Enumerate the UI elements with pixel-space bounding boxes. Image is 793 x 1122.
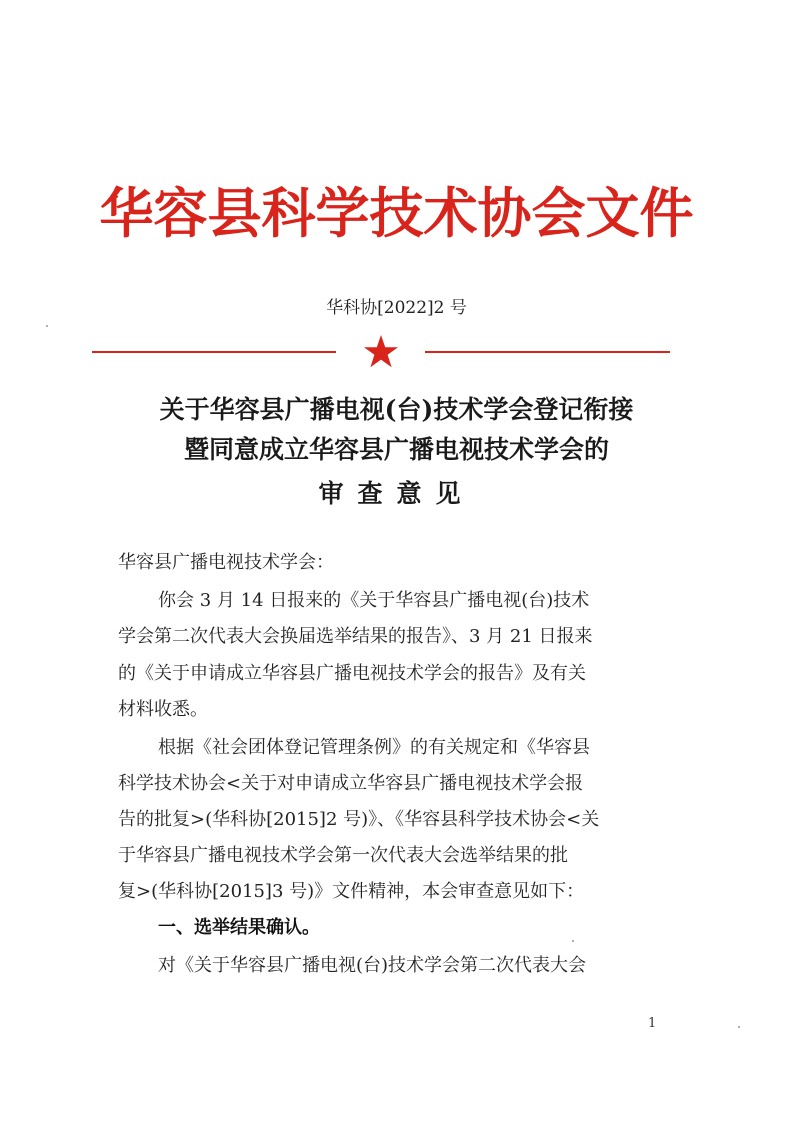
section-1-heading: 一、选举结果确认。 [158, 917, 320, 938]
page-number: 1 [648, 1016, 657, 1031]
red-divider-right [425, 351, 670, 353]
scan-speck [738, 1026, 740, 1028]
red-divider-left [92, 351, 336, 353]
scan-speck [46, 325, 48, 327]
document-header-title: 华容县科学技术协会文件 [99, 181, 694, 245]
paragraph-2-line: 于华容县广播电视技术学会第一次代表大会选举结果的批 [118, 845, 568, 866]
paragraph-1-line: 材料收悉。 [118, 699, 208, 720]
paragraph-1-line: 你会 3 月 14 日报来的《关于华容县广播电视(台)技术 [158, 590, 590, 611]
paragraph-3-line: 对《关于华容县广播电视(台)技术学会第二次代表大会 [158, 955, 587, 976]
red-star-icon [363, 334, 399, 370]
scan-speck [572, 940, 574, 942]
subject-title-line-1: 关于华容县广播电视(台)技术学会登记衔接 [159, 395, 634, 424]
subject-title-line-2: 暨同意成立华容县广播电视技术学会的 [183, 435, 609, 464]
subject-title-line-3: 审查意见 [318, 479, 475, 508]
salutation: 华容县广播电视技术学会： [118, 552, 334, 573]
paragraph-1-line: 的《关于申请成立华容县广播电视技术学会的报告》及有关 [118, 663, 586, 684]
paragraph-2-line: 告的批复>(华科协[2015]2 号)》、《华容县科学技术协会<关 [118, 809, 600, 830]
paragraph-2-line: 复>(华科协[2015]3 号)》文件精神，本会审查意见如下： [118, 881, 585, 902]
paragraph-1-line: 学会第二次代表大会换届选举结果的报告》、3 月 21 日报来 [118, 626, 593, 647]
paragraph-2-line: 科学技术协会<关于对申请成立华容县广播电视技术学会报 [118, 773, 584, 794]
paragraph-2-line: 根据《社会团体登记管理条例》的有关规定和《华容县 [158, 737, 590, 758]
document-number: 华科协[2022]2 号 [326, 298, 467, 318]
